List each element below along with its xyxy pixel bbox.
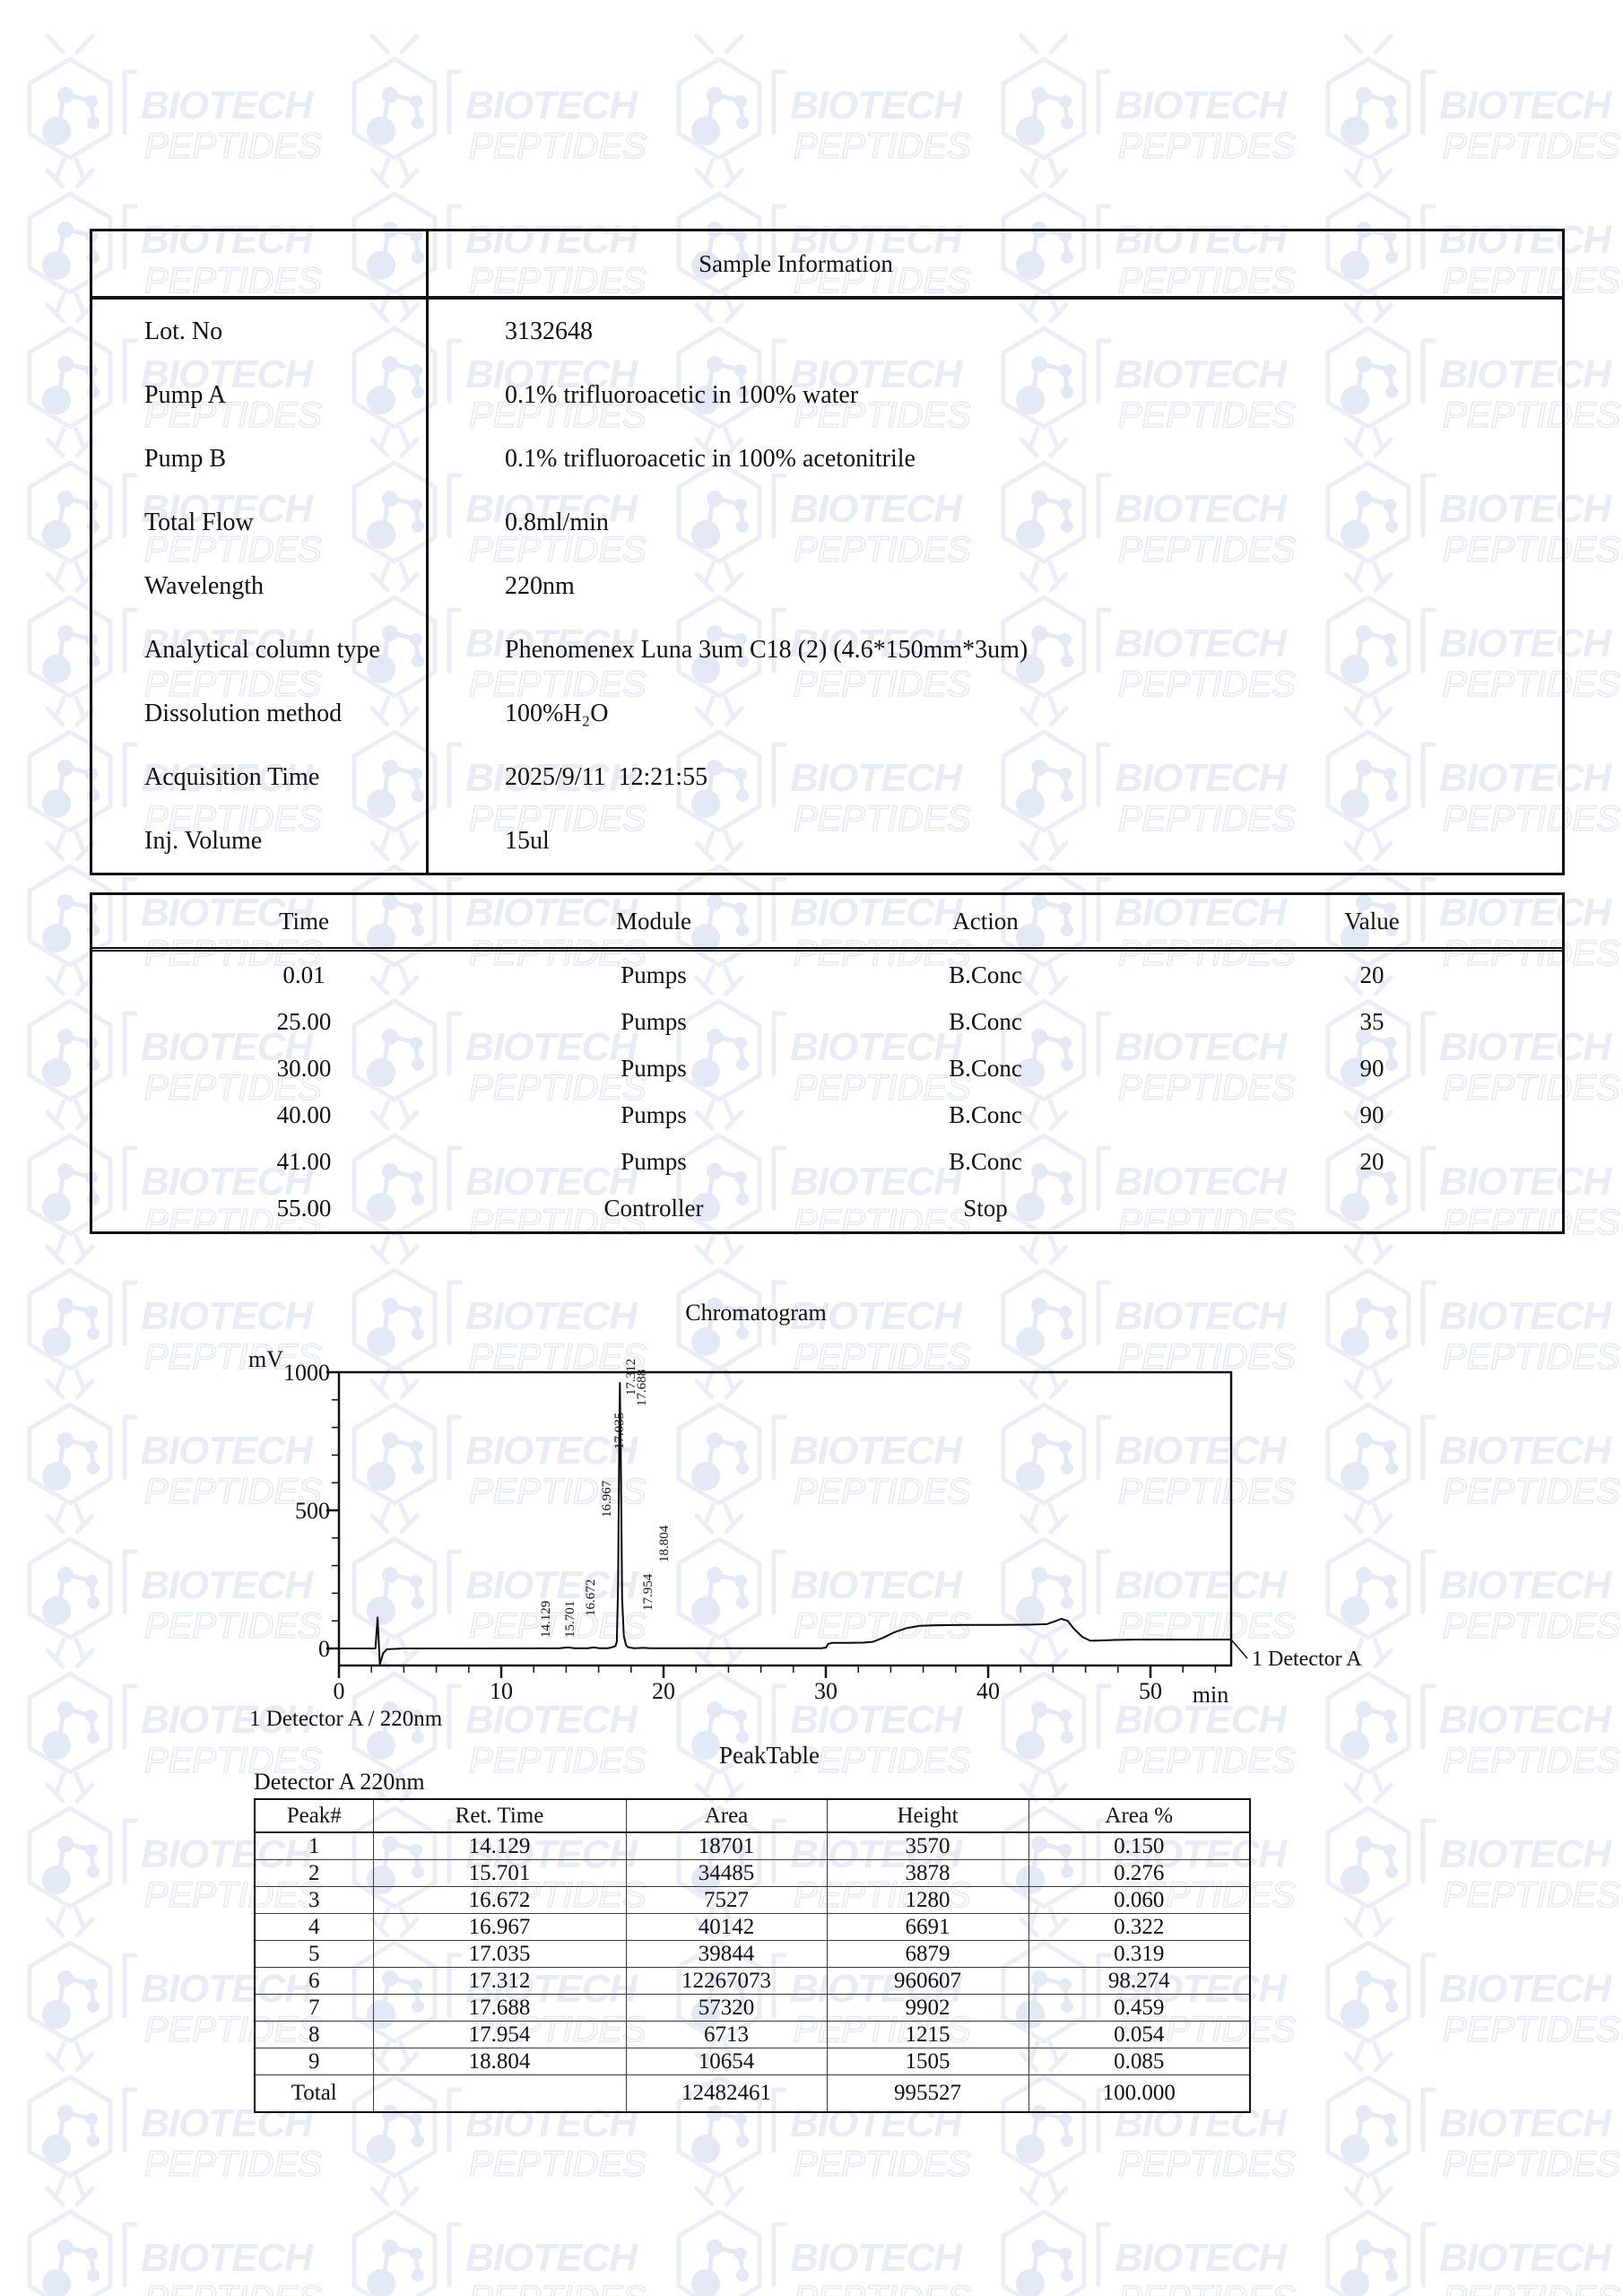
trace-line <box>339 1383 1232 1665</box>
cell-action: B.Conc <box>949 961 1022 988</box>
peak-table-row <box>255 1832 1250 1860</box>
cell-area: 39844 <box>626 1941 827 1968</box>
watermark-tile <box>30 2188 322 2296</box>
cell-value: 20 <box>1359 1147 1384 1175</box>
detector-series-label: 1 Detector A <box>1252 1648 1362 1671</box>
peak-table-header-row <box>255 1799 1250 1832</box>
watermark-tile <box>1003 36 1296 178</box>
col-header-value: Value <box>1344 907 1400 935</box>
program-table-row <box>92 1185 1562 1231</box>
field-value: 2025/9/11 12:21:55 <box>505 762 708 791</box>
program-table-row <box>92 1138 1562 1185</box>
x-tick-label: 0 <box>333 1678 345 1704</box>
peak-label: 15.701 <box>563 1600 577 1638</box>
watermark-tile <box>354 36 647 178</box>
sample-info-rows <box>92 300 1562 873</box>
cell-module: Pumps <box>621 1007 687 1035</box>
program-table <box>90 892 1565 1234</box>
program-table-header <box>92 895 1562 952</box>
cell-value: 90 <box>1359 1100 1384 1128</box>
cell-time: 55.00 <box>276 1194 332 1222</box>
watermark-tile <box>1328 1785 1620 1926</box>
field-label: Lot. No <box>92 300 429 363</box>
cell-ret-time: 17.312 <box>373 1968 626 1995</box>
peak-label: 14.129 <box>539 1600 553 1638</box>
cell-module: Pumps <box>621 1054 687 1082</box>
detector-trace <box>339 1383 1232 1665</box>
y-tick-label: 500 <box>295 1498 330 1524</box>
field-label: Acquisition Time <box>92 745 429 809</box>
cell-action: B.Conc <box>949 1147 1022 1175</box>
cell-area: 34485 <box>626 1860 827 1887</box>
col-header-action: Action <box>952 907 1019 935</box>
sample-info-row <box>92 300 1562 363</box>
cell-time: 30.00 <box>276 1054 332 1082</box>
watermark-tile <box>1328 36 1620 178</box>
peak-label: 17.312 <box>624 1358 638 1396</box>
cell-area: 57320 <box>626 1995 827 2022</box>
cell-peak-number: 7 <box>255 1995 373 2022</box>
x-axis-unit-label: min <box>1192 1682 1229 1708</box>
cell-area-pct: 0.150 <box>1028 1832 1250 1860</box>
cell-peak-number: 3 <box>255 1887 373 1914</box>
sample-info-row <box>92 427 1562 491</box>
peak-retention-labels <box>539 1359 672 1638</box>
field-value: 0.8ml/min <box>505 508 609 536</box>
program-table-row <box>92 998 1562 1045</box>
x-tick-label: 50 <box>1139 1678 1162 1704</box>
cell-ret-time: 16.967 <box>373 1914 626 1941</box>
y-tick-label: 0 <box>318 1636 330 1662</box>
x-tick-label: 20 <box>652 1678 675 1704</box>
cell-action: Stop <box>963 1194 1008 1222</box>
cell-value: 20 <box>1359 961 1384 988</box>
peak-table-row <box>255 2022 1250 2048</box>
sample-info-row <box>92 618 1562 682</box>
sample-info-table <box>90 229 1565 875</box>
chart-axes <box>283 1360 1231 1704</box>
cell-area-pct: 100.000 <box>1028 2075 1250 2113</box>
field-label: Inj. Volume <box>92 809 429 873</box>
field-label: Wavelength <box>92 554 429 618</box>
peak-table-row <box>255 1860 1250 1887</box>
cell-height: 960607 <box>827 1968 1028 1995</box>
peak-table-row <box>255 1968 1250 1995</box>
cell-peak-number: 8 <box>255 2022 373 2048</box>
cell-height: 3570 <box>827 1832 1028 1860</box>
y-axis-unit-label: mV <box>248 1346 283 1372</box>
cell-area-pct: 98.274 <box>1028 1968 1250 1995</box>
sample-info-row <box>92 554 1562 618</box>
field-label: Pump A <box>92 363 429 427</box>
plot-frame <box>339 1369 1231 1665</box>
y-tick-label: 1000 <box>283 1360 330 1386</box>
cell-peak-number: 2 <box>255 1860 373 1887</box>
field-label: Analytical column type <box>92 618 429 682</box>
sample-info-row <box>92 682 1562 745</box>
col-header-area-pct: Area % <box>1028 1799 1250 1832</box>
cell-height: 1280 <box>827 1887 1028 1914</box>
cell-peak-number: 6 <box>255 1968 373 1995</box>
cell-area-pct: 0.054 <box>1028 2022 1250 2048</box>
watermark-tile <box>1328 1919 1620 2061</box>
cell-action: B.Conc <box>949 1007 1022 1035</box>
x-tick-label: 30 <box>814 1678 838 1704</box>
cell-area-pct: 0.060 <box>1028 1887 1250 1914</box>
peak-table-row <box>255 1887 1250 1914</box>
cell-ret-time: 17.688 <box>373 1995 626 2022</box>
field-value: 15ul <box>505 826 550 855</box>
detector-callout <box>1231 1639 1247 1658</box>
field-value: 3132648 <box>505 317 593 345</box>
cell-time: 25.00 <box>276 1007 332 1035</box>
cell-area-pct: 0.085 <box>1028 2048 1250 2075</box>
col-header-ret-time: Ret. Time <box>373 1799 626 1832</box>
peak-label: 18.804 <box>657 1525 672 1562</box>
cell-area-pct: 0.322 <box>1028 1914 1250 1941</box>
sample-info-row <box>92 745 1562 809</box>
chromatogram-chart <box>224 1283 1399 1731</box>
chart-title: Chromatogram <box>685 1300 827 1326</box>
cell-height: 1505 <box>827 2048 1028 2075</box>
col-header-peak: Peak# <box>255 1799 373 1832</box>
program-table-row <box>92 1091 1562 1138</box>
peak-label: 17.035 <box>612 1412 627 1449</box>
cell-action: B.Conc <box>949 1100 1022 1128</box>
watermark-tile <box>30 36 322 178</box>
cell-time: 41.00 <box>276 1147 332 1175</box>
cell-height: 6691 <box>827 1914 1028 1941</box>
cell-ret-time <box>373 2075 626 2113</box>
cell-area: 6713 <box>626 2022 827 2048</box>
field-value: 0.1% trifluoroacetic in 100% acetonitrile <box>505 444 916 473</box>
peak-table-header <box>255 1799 1250 1832</box>
field-value: 0.1% trifluoroacetic in 100% water <box>505 380 859 409</box>
sample-info-row <box>92 809 1562 873</box>
peak-table-title: PeakTable <box>718 1742 820 1769</box>
col-header-height: Height <box>827 1799 1028 1832</box>
watermark-tile <box>679 2188 971 2296</box>
cell-ret-time: 17.035 <box>373 1941 626 1968</box>
watermark-tile <box>354 2188 647 2296</box>
cell-height: 9902 <box>827 1995 1028 2022</box>
x-tick-label: 40 <box>976 1678 1000 1704</box>
field-value: 100%H₂O <box>505 699 609 727</box>
cell-peak-number: Total <box>255 2075 373 2113</box>
cell-module: Pumps <box>621 1147 687 1175</box>
cell-area-pct: 0.276 <box>1028 1860 1250 1887</box>
peak-table-body <box>255 1832 1250 2112</box>
cell-value: 35 <box>1359 1007 1384 1035</box>
detector-channel-label: 1 Detector A / 220nm <box>249 1707 443 1731</box>
cell-ret-time: 18.804 <box>373 2048 626 2075</box>
cell-ret-time: 16.672 <box>373 1887 626 1914</box>
cell-height: 6879 <box>827 1941 1028 1968</box>
peak-label: 17.954 <box>641 1573 655 1611</box>
field-value: Phenomenex Luna 3um C18 (2) (4.6*150mm*3um) <box>505 635 1028 664</box>
peak-table-row <box>255 2048 1250 2075</box>
cell-time: 40.00 <box>276 1100 332 1128</box>
peak-table <box>254 1798 1251 2113</box>
cell-area-pct: 0.319 <box>1028 1941 1250 1968</box>
cell-value: 90 <box>1359 1054 1384 1082</box>
sample-info-row <box>92 491 1562 554</box>
sample-info-row <box>92 363 1562 427</box>
col-header-module: Module <box>616 907 691 935</box>
field-label: Dissolution method <box>92 682 429 745</box>
col-header-time: Time <box>278 907 330 935</box>
field-label: Pump B <box>92 427 429 491</box>
cell-area: 12482461 <box>626 2075 827 2113</box>
cell-action: B.Conc <box>949 1054 1022 1082</box>
program-table-rows <box>92 952 1562 1231</box>
peak-label: 17.688 <box>635 1369 649 1406</box>
program-table-row <box>92 952 1562 998</box>
cell-area-pct: 0.459 <box>1028 1995 1250 2022</box>
cell-area: 7527 <box>626 1887 827 1914</box>
watermark-tile <box>1003 2188 1296 2296</box>
cell-peak-number: 9 <box>255 2048 373 2075</box>
field-label: Total Flow <box>92 491 429 554</box>
col-header-area: Area <box>626 1799 827 1832</box>
cell-module: Pumps <box>621 961 687 988</box>
cell-height: 3878 <box>827 1860 1028 1887</box>
field-value: 220nm <box>505 571 575 600</box>
peak-table-row <box>255 1941 1250 1968</box>
sample-info-title: Sample Information <box>699 249 893 277</box>
cell-area: 10654 <box>626 2048 827 2075</box>
watermark-tile <box>679 36 971 178</box>
peak-table-row <box>255 1995 1250 2022</box>
watermark-tile <box>1328 2054 1620 2196</box>
cell-ret-time: 17.954 <box>373 2022 626 2048</box>
sample-info-header-row <box>92 231 1562 300</box>
cell-area: 40142 <box>626 1914 827 1941</box>
cell-area: 12267073 <box>626 1968 827 1995</box>
sample-info-header-spacer <box>92 231 429 296</box>
cell-time: 0.01 <box>282 961 325 988</box>
cell-height: 995527 <box>827 2075 1028 2113</box>
cell-module: Pumps <box>621 1100 687 1128</box>
cell-peak-number: 5 <box>255 1941 373 1968</box>
x-tick-label: 10 <box>490 1678 513 1704</box>
cell-area: 18701 <box>626 1832 827 1860</box>
peak-label: 16.967 <box>600 1480 614 1518</box>
program-table-row <box>92 1045 1562 1091</box>
cell-peak-number: 1 <box>255 1832 373 1860</box>
cell-height: 1215 <box>827 2022 1028 2048</box>
cell-ret-time: 15.701 <box>373 1860 626 1887</box>
cell-ret-time: 14.129 <box>373 1832 626 1860</box>
cell-module: Controller <box>603 1194 704 1222</box>
cell-peak-number: 4 <box>255 1914 373 1941</box>
peak-label: 16.672 <box>584 1578 598 1616</box>
peak-table-row <box>255 1914 1250 1941</box>
peak-table-row <box>255 2075 1250 2113</box>
callout-line <box>1231 1639 1247 1658</box>
peak-table-detector-label: Detector A 220nm <box>254 1769 425 1795</box>
watermark-tile <box>1328 2188 1620 2296</box>
